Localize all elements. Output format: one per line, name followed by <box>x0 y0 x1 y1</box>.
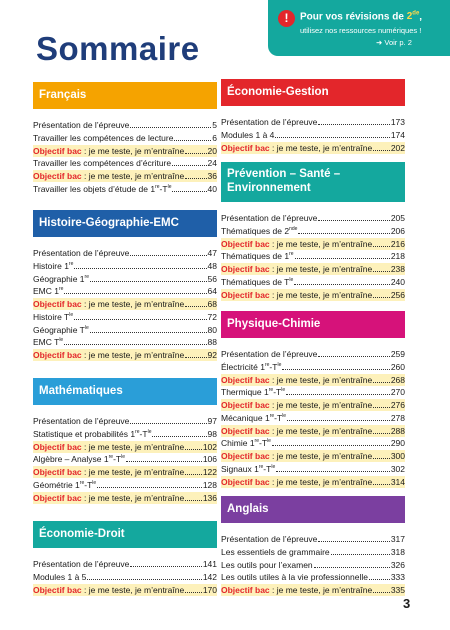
toc-entry-label: Géométrie $1re-T^{le}$ <box>33 479 97 490</box>
toc-entry-label: Objectif bac : je me teste, je m’entraîne <box>221 451 373 461</box>
section-physique <box>221 311 405 488</box>
toc-entry-page: 142 <box>202 571 217 582</box>
toc-entry-objectif[interactable] <box>33 441 217 453</box>
warning-icon: ! <box>278 10 295 27</box>
toc-entry[interactable] <box>33 311 217 323</box>
toc-list <box>221 348 405 488</box>
dot-leader <box>152 436 206 437</box>
section-heading-line-1: Prévention – Santé – <box>227 168 341 180</box>
banner-line-1: Pour vos révisions de 2de, <box>300 11 423 23</box>
dot-leader <box>185 500 202 501</box>
dot-leader <box>97 487 202 488</box>
toc-entry-page: 122 <box>202 467 217 477</box>
dot-leader <box>282 369 389 370</box>
toc-entry[interactable] <box>221 116 405 128</box>
toc-entry-page: 48 <box>207 260 217 271</box>
dot-leader <box>318 124 389 125</box>
section-heading: Économie-Droit <box>33 521 217 548</box>
toc-entry-label: Thématiques de 1re <box>221 251 294 262</box>
section-anglais <box>221 496 405 597</box>
dot-leader <box>373 458 390 459</box>
dot-leader <box>185 306 206 307</box>
section-prevention <box>221 162 405 301</box>
toc-entry-objectif[interactable] <box>33 466 217 478</box>
section-heading: Histoire-Géographie-EMC <box>33 210 217 237</box>
dot-leader <box>373 150 390 151</box>
toc-entry[interactable] <box>33 324 217 336</box>
toc-entry-page: 317 <box>390 534 405 544</box>
toc-entry-label: Objectif bac : je me teste, je m’entraîne <box>33 171 185 181</box>
toc-entry-page: 40 <box>207 183 217 194</box>
toc-entry-page: 302 <box>390 463 405 474</box>
toc-entry-label: Objectif bac : je me teste, je m’entraîne <box>221 400 373 410</box>
toc-entry-page: 102 <box>202 441 217 452</box>
toc-entry-page: 270 <box>390 387 405 398</box>
dot-leader <box>74 319 206 320</box>
dot-leader <box>272 445 390 446</box>
toc-entry-label: Histoire 1re <box>33 260 74 271</box>
toc-entry-objectif[interactable] <box>221 263 405 275</box>
toc-entry-page: 47 <box>207 248 217 258</box>
dot-leader <box>294 284 390 285</box>
toc-entry-page: 238 <box>390 264 405 274</box>
dot-leader <box>64 293 206 294</box>
toc-entry-objectif[interactable] <box>221 399 405 411</box>
toc-entry[interactable] <box>33 260 217 272</box>
dot-leader <box>314 567 390 568</box>
toc-entry-page: 5 <box>212 120 217 130</box>
toc-entry-label: Objectif bac : je me teste, je m’entraîne <box>33 441 185 452</box>
toc-entry-page: 216 <box>390 238 405 249</box>
digital-resources-banner[interactable] <box>268 0 450 56</box>
toc-entry-label: Les essentiels de grammaire <box>221 546 330 557</box>
toc-entry-page: 98 <box>207 428 217 439</box>
toc-entry-page: 80 <box>207 324 217 335</box>
section-francais <box>33 82 217 196</box>
dot-leader <box>185 474 202 475</box>
dot-leader <box>130 127 211 128</box>
section-heading <box>221 162 405 202</box>
dot-leader <box>318 220 389 221</box>
toc-entry-page: 64 <box>207 286 217 297</box>
toc-entry-label: Objectif bac : je me teste, je m’entraîne <box>33 350 185 360</box>
toc-entry[interactable] <box>221 225 405 237</box>
toc-entry-page: 276 <box>390 400 405 410</box>
toc-entry[interactable] <box>33 285 217 297</box>
dot-leader <box>185 592 202 593</box>
toc-entry-page: 97 <box>207 416 217 426</box>
toc-entry-label: Signaux $1re-T^{le}$ <box>221 463 276 474</box>
toc-entry[interactable] <box>33 273 217 285</box>
dot-leader <box>373 246 390 247</box>
toc-entry[interactable] <box>221 250 405 262</box>
section-heading: Français <box>33 82 217 109</box>
toc-entry-label: Présentation de l’épreuve <box>221 349 318 359</box>
toc-entry-label: Thermique $1re-T^{le}$ <box>221 387 286 398</box>
toc-list <box>221 212 405 301</box>
toc-list <box>221 533 405 596</box>
toc-entry-label: Thématiques de 2nde <box>221 225 298 236</box>
toc-entry-label: Thématiques de $T^{le}$ <box>221 276 294 287</box>
toc-entry-label: Présentation de l’épreuve <box>33 120 130 130</box>
toc-entry-label: Modules 1 à 4 <box>221 129 275 140</box>
dot-leader <box>298 233 389 234</box>
section-heading: Anglais <box>221 496 405 523</box>
dot-leader <box>318 541 389 542</box>
dot-leader <box>130 423 206 424</box>
toc-entry[interactable] <box>33 571 217 583</box>
dot-leader <box>373 382 390 383</box>
toc-entry-page: 314 <box>390 476 405 487</box>
toc-entry-objectif[interactable] <box>33 298 217 310</box>
toc-entry-page: 256 <box>390 289 405 300</box>
toc-entry[interactable] <box>221 437 405 449</box>
toc-entry-page: 170 <box>202 584 217 595</box>
dot-leader <box>373 407 390 408</box>
section-heading-line-2: Environnement <box>227 182 311 194</box>
toc-entry-page: 300 <box>390 451 405 461</box>
toc-entry-objectif[interactable] <box>221 289 405 301</box>
toc-entry-page: 278 <box>390 412 405 423</box>
toc-entry-page: 128 <box>202 479 217 490</box>
toc-entry[interactable] <box>221 559 405 571</box>
section-maths <box>33 378 217 504</box>
toc-entry[interactable] <box>221 129 405 141</box>
dot-leader <box>185 357 206 358</box>
dot-leader <box>369 579 390 580</box>
toc-entry[interactable] <box>33 428 217 440</box>
page-number: 3 <box>403 596 411 611</box>
dot-leader <box>331 554 390 555</box>
toc-entry-objectif[interactable] <box>33 584 217 596</box>
dot-leader <box>373 433 390 434</box>
toc-entry-label: Travailler les objets d’étude de $1re-T^{le}$ <box>33 183 172 194</box>
toc-entry-label: Histoire $T^{le}$ <box>33 311 74 322</box>
dot-leader <box>185 153 206 154</box>
toc-entry[interactable] <box>33 558 217 570</box>
toc-entry[interactable] <box>221 463 405 475</box>
toc-entry-label: Présentation de l’épreuve <box>221 117 318 127</box>
toc-entry[interactable] <box>33 132 217 144</box>
toc-entry[interactable] <box>33 479 217 491</box>
toc-entry-label: EMC $T^{le}$ <box>33 337 64 348</box>
toc-entry-objectif[interactable] <box>221 238 405 250</box>
banner-link[interactable]: ➜ Voir p. 2 <box>376 38 412 47</box>
toc-entry-label: Présentation de l’épreuve <box>221 534 318 544</box>
toc-entry-objectif[interactable] <box>221 476 405 488</box>
toc-entry-label: Les outils utiles à la vie professionnelle <box>221 572 368 583</box>
toc-entry-objectif[interactable] <box>33 145 217 157</box>
dot-leader <box>275 137 389 138</box>
dot-leader <box>64 344 206 345</box>
toc-entry-objectif[interactable] <box>33 492 217 504</box>
toc-list <box>33 119 217 195</box>
toc-entry[interactable] <box>221 276 405 288</box>
section-heading: Mathématiques <box>33 378 217 405</box>
toc-entry-label: Objectif bac : je me teste, je m’entraîne <box>221 264 373 274</box>
dot-leader <box>373 271 390 272</box>
toc-entry[interactable] <box>221 361 405 373</box>
dot-leader <box>174 140 211 141</box>
toc-entry-label: EMC 1re <box>33 286 64 297</box>
toc-entry-page: 136 <box>202 492 217 503</box>
toc-entry-page: 333 <box>390 572 405 583</box>
toc-list <box>33 415 217 504</box>
toc-entry-label: Travailler les compétences d’écriture <box>33 158 172 169</box>
toc-entry-label: Objectif bac : je me teste, je m’entraîne <box>221 374 373 385</box>
toc-entry-label: Statistique et probabilités $1re-T^{le}$ <box>33 428 152 439</box>
toc-entry[interactable] <box>33 336 217 348</box>
section-heading: Économie-Gestion <box>221 79 405 106</box>
toc-entry-objectif[interactable] <box>33 170 217 182</box>
toc-entry-label: Présentation de l’épreuve <box>33 559 130 569</box>
dot-leader <box>172 191 206 192</box>
toc-entry-label: Objectif bac : je me teste, je m’entraîne <box>221 289 373 300</box>
toc-entry-page: 173 <box>390 117 405 127</box>
toc-entry-page: 335 <box>390 585 405 595</box>
toc-entry-label: Objectif bac : je me teste, je m’entraîne <box>221 142 373 153</box>
toc-entry[interactable] <box>221 571 405 583</box>
dot-leader <box>276 471 390 472</box>
toc-entry-page: 326 <box>390 559 405 570</box>
dot-leader <box>172 165 206 166</box>
toc-entry-page: 260 <box>390 361 405 372</box>
toc-entry-objectif[interactable] <box>221 142 405 154</box>
toc-entry-page: 88 <box>207 337 217 348</box>
toc-entry-label: Objectif bac : je me teste, je m’entraîne <box>221 585 373 595</box>
toc-entry-page: 259 <box>390 349 405 359</box>
toc-entry-label: Objectif bac : je me teste, je m’entraîne <box>33 467 185 477</box>
toc-entry-objectif[interactable] <box>221 374 405 386</box>
toc-entry-page: 206 <box>390 225 405 236</box>
toc-entry-page: 202 <box>390 142 405 153</box>
page-title: Sommaire <box>36 30 200 67</box>
dot-leader <box>185 449 202 450</box>
toc-entry-page: 240 <box>390 276 405 287</box>
toc-entry[interactable] <box>33 157 217 169</box>
section-histoire <box>33 210 217 362</box>
toc-entry-page: 205 <box>390 213 405 223</box>
dot-leader <box>126 461 202 462</box>
toc-entry-label: Chimie $1re-T^{le}$ <box>221 438 271 449</box>
dot-leader <box>295 258 390 259</box>
dot-leader <box>130 566 201 567</box>
toc-entry-page: 56 <box>207 273 217 284</box>
toc-entry-page: 20 <box>207 145 217 156</box>
toc-entry-objectif[interactable] <box>33 349 217 361</box>
toc-entry[interactable] <box>33 119 217 131</box>
toc-list <box>33 558 217 596</box>
toc-entry[interactable] <box>221 386 405 398</box>
toc-entry-label: Objectif bac : je me teste, je m’entraîne <box>221 476 373 487</box>
section-gestion <box>221 79 405 154</box>
toc-entry-label: Électricité $1re-T^{le}$ <box>221 361 282 372</box>
dot-leader <box>185 178 206 179</box>
toc-entry[interactable] <box>221 212 405 224</box>
dot-leader <box>90 281 207 282</box>
toc-entry-page: 68 <box>207 299 217 309</box>
toc-entry-page: 218 <box>390 251 405 262</box>
toc-entry-objectif[interactable] <box>221 584 405 596</box>
toc-entry-page: 72 <box>207 311 217 322</box>
toc-entry-objectif[interactable] <box>221 450 405 462</box>
toc-entry-label: Objectif bac : je me teste, je m’entraîne <box>221 425 373 436</box>
dot-leader <box>373 592 390 593</box>
section-droit <box>33 521 217 596</box>
toc-entry-page: 318 <box>390 546 405 557</box>
toc-entry-label: Présentation de l’épreuve <box>33 416 130 426</box>
toc-entry-label: Modules 1 à 5 <box>33 571 87 582</box>
toc-entry-label: Algèbre – Analyse $1re-T^{le}$ <box>33 454 126 465</box>
toc-entry-page: 36 <box>207 171 217 181</box>
dot-leader <box>87 579 201 580</box>
toc-entry[interactable] <box>221 546 405 558</box>
dot-leader <box>373 484 390 485</box>
dot-leader <box>286 394 390 395</box>
toc-entry-label: Objectif bac : je me teste, je m’entraîne <box>33 584 185 595</box>
toc-entry-page: 268 <box>390 374 405 385</box>
toc-entry-label: Objectif bac : je me teste, je m’entraîne <box>33 299 185 309</box>
toc-entry-objectif[interactable] <box>221 425 405 437</box>
section-heading: Physique-Chimie <box>221 311 405 338</box>
toc-entry-page: 106 <box>202 454 217 465</box>
toc-entry-page: 141 <box>202 559 217 569</box>
toc-entry-page: 174 <box>390 129 405 140</box>
toc-entry-page: 290 <box>390 438 405 449</box>
toc-entry-page: 24 <box>207 158 217 169</box>
toc-entry-page: 288 <box>390 425 405 436</box>
toc-list <box>221 116 405 154</box>
toc-list <box>33 247 217 361</box>
toc-entry-label: Présentation de l’épreuve <box>221 213 318 223</box>
toc-entry-label: Géographie 1re <box>33 273 89 284</box>
dot-leader <box>130 255 206 256</box>
toc-entry[interactable] <box>33 247 217 259</box>
toc-entry-label: Mécanique $1re-T^{le}$ <box>221 412 287 423</box>
toc-entry-label: Les outils pour l’examen <box>221 559 313 570</box>
dot-leader <box>318 356 389 357</box>
toc-entry-label: Objectif bac : je me teste, je m’entraîne <box>33 492 185 503</box>
toc-entry-label: Objectif bac : je me teste, je m’entraîne <box>221 238 373 249</box>
toc-entry[interactable] <box>33 415 217 427</box>
toc-entry-label: Géographie $T^{le}$ <box>33 324 89 335</box>
toc-entry[interactable] <box>33 183 217 195</box>
banner-line-2: utilisez nos ressources numériques ! <box>300 26 422 35</box>
toc-entry-label: Travailler les compétences de lecture <box>33 132 174 143</box>
toc-entry[interactable] <box>221 348 405 360</box>
toc-entry-page: 6 <box>212 132 217 143</box>
toc-entry[interactable] <box>33 453 217 465</box>
toc-entry-label: Présentation de l’épreuve <box>33 248 130 258</box>
toc-entry-label: Objectif bac : je me teste, je m’entraîne <box>33 145 185 156</box>
toc-entry[interactable] <box>221 412 405 424</box>
dot-leader <box>74 268 206 269</box>
toc-entry-page: 92 <box>207 350 217 360</box>
dot-leader <box>90 332 207 333</box>
toc-entry[interactable] <box>221 533 405 545</box>
dot-leader <box>287 420 390 421</box>
dot-leader <box>373 297 390 298</box>
